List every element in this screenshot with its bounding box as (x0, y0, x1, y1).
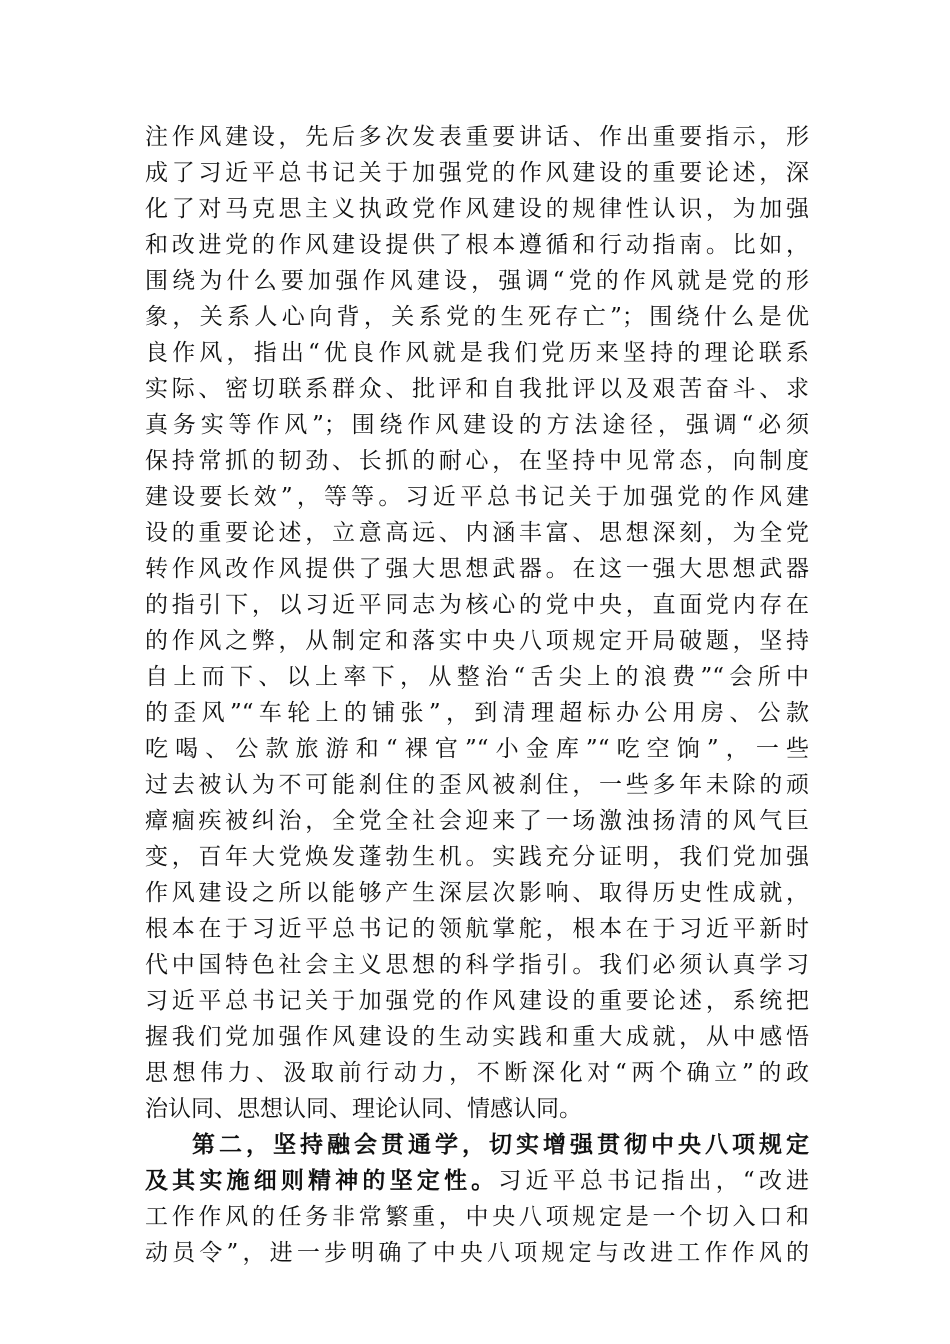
text-line: 成了习近平总书记关于加强党的作风建设的重要论述，深 (145, 160, 809, 186)
text-line: 的指引下，以习近平同志为核心的党中央，直面党内存在 (145, 592, 809, 618)
text-line: 象，关系人心向背，关系党的生死存亡”；围绕什么是优 (145, 304, 809, 330)
text-line: 作风建设之所以能够产生深层次影响、取得历史性成就， (145, 880, 809, 906)
text-line: 转作风改作风提供了强大思想武器。在这一强大思想武器 (145, 556, 809, 582)
text-line: 化了对马克思主义执政党作风建设的规律性认识，为加强 (145, 196, 809, 222)
text-line: 变，百年大党焕发蓬勃生机。实践充分证明，我们党加强 (145, 844, 809, 870)
section-heading-continued: 及其实施细则精神的坚定性。 (145, 1168, 499, 1194)
text-line: 建设要长效”，等等。习近平总书记关于加强党的作风建 (145, 484, 809, 510)
paragraph-2 (145, 1127, 809, 1271)
text-line: 瘴痼疾被纠治，全党全社会迎来了一场激浊扬清的风气巨 (145, 808, 809, 834)
section-heading: 第二，坚持融会贯通学，切实增强贯彻中央八项规定 (192, 1132, 809, 1158)
text-line: 围绕为什么要加强作风建设，强调“党的作风就是党的形 (145, 268, 809, 294)
text-line: 自上而下、以上率下，从整治“舌尖上的浪费”“会所中 (145, 664, 809, 690)
text-line: 保持常抓的韧劲、长抓的耐心，在坚持中见常态，向制度 (145, 448, 809, 474)
text-line: 根本在于习近平总书记的领航掌舵，根本在于习近平新时 (145, 916, 809, 942)
text-line: 治认同、思想认同、理论认同、情感认同。 (145, 1096, 582, 1122)
text-line: 习近平总书记关于加强党的作风建设的重要论述，系统把 (145, 988, 809, 1014)
text-line (145, 1163, 809, 1199)
text-line: 良作风，指出“优良作风就是我们党历来坚持的理论联系 (145, 340, 809, 366)
text-run: 习近平总书记指出，“改进 (498, 1168, 809, 1194)
text-line: 握我们党加强作风建设的生动实践和重大成就，从中感悟 (145, 1024, 809, 1050)
paragraph-1 (145, 119, 809, 1127)
text-line: 的歪风”“车轮上的铺张”，到清理超标办公用房、公款 (145, 700, 809, 726)
text-line: 实际、密切联系群众、批评和自我批评以及艰苦奋斗、求 (145, 376, 809, 402)
text-line: 吃喝、公款旅游和“裸官”“小金库”“吃空饷”，一些 (145, 736, 809, 762)
text-line: 和改进党的作风建设提供了根本遵循和行动指南。比如， (145, 232, 809, 258)
text-line: 的作风之弊，从制定和落实中央八项规定开局破题，坚持 (145, 628, 809, 654)
text-line: 真务实等作风”；围绕作风建设的方法途径，强调“必须 (145, 412, 809, 438)
text-line: 注作风建设，先后多次发表重要讲话、作出重要指示，形 (145, 124, 809, 150)
text-line: 过去被认为不可能刹住的歪风被刹住，一些多年未除的顽 (145, 772, 809, 798)
text-line: 代中国特色社会主义思想的科学指引。我们必须认真学习 (145, 952, 809, 978)
text-line: 工作作风的任务非常繁重，中央八项规定是一个切入口和 (145, 1204, 809, 1230)
text-line: 设的重要论述，立意高远、内涵丰富、思想深刻，为全党 (145, 520, 809, 546)
document-body (145, 119, 809, 1271)
text-line: 思想伟力、汲取前行动力，不断深化对“两个确立”的政 (145, 1060, 809, 1086)
text-line: 动员令”，进一步明确了中央八项规定与改进工作作风的 (145, 1240, 809, 1266)
